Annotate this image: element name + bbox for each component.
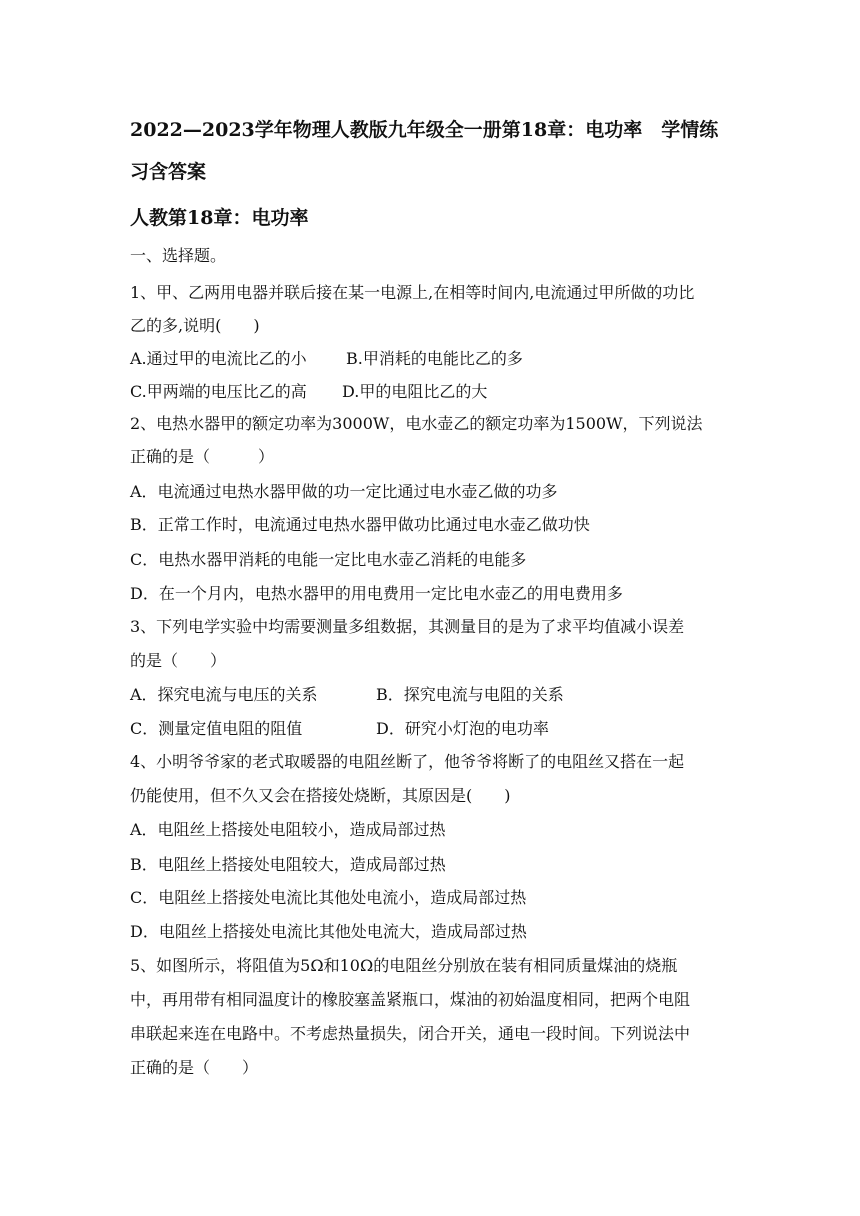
q3-option-a: A．探究电流与电压的关系 xyxy=(130,685,318,704)
q4-option-c: C．电阻丝上搭接处电流比其他处电流小，造成局部过热 xyxy=(130,888,527,907)
q4-option-b: B．电阻丝上搭接处电阻较大，造成局部过热 xyxy=(130,855,446,874)
q5-stem-line-4: 正确的是（ ） xyxy=(130,1058,259,1077)
q5-stem-line-1: 5、如图所示，将阻值为5Ω和10Ω的电阻丝分别放在装有相同质量煤油的烧瓶 xyxy=(130,956,678,975)
q3-stem-line-1: 3、下列电学实验中均需要测量多组数据，其测量目的是为了求平均值减小误差 xyxy=(130,617,685,636)
q4-stem-line-2: 仍能使用，但不久又会在搭接处烧断，其原因是( ) xyxy=(130,786,511,805)
q3-option-d: D．研究小灯泡的电功率 xyxy=(376,719,549,738)
q2-option-d: D．在一个月内，电热水器甲的用电费用一定比电水壶乙的用电费用多 xyxy=(130,584,623,603)
q4-stem-line-1: 4、小明爷爷家的老式取暖器的电阻丝断了，他爷爷将断了的电阻丝又搭在一起 xyxy=(130,752,685,771)
chapter-subtitle: 人教第18章：电功率 xyxy=(130,207,309,229)
q2-stem-line-2: 正确的是（ ） xyxy=(130,447,275,466)
q1-option-c: C.甲两端的电压比乙的高 xyxy=(130,382,307,401)
q2-option-c: C．电热水器甲消耗的电能一定比电水壶乙消耗的电能多 xyxy=(130,550,527,569)
q4-option-a: A．电阻丝上搭接处电阻较小，造成局部过热 xyxy=(130,820,446,839)
document-title-line-1: 2022—2023学年物理人教版九年级全一册第18章：电功率 学情练 xyxy=(130,119,719,141)
q3-stem-line-2: 的是（ ） xyxy=(130,651,227,670)
section-heading: 一、选择题。 xyxy=(130,246,227,265)
q1-option-b: B.甲消耗的电能比乙的多 xyxy=(346,349,523,368)
q2-stem-line-1: 2、电热水器甲的额定功率为3000W，电水壶乙的额定功率为1500W，下列说法 xyxy=(130,414,703,433)
q1-stem-line-1: 1、甲、乙两用电器并联后接在某一电源上,在相等时间内,电流通过甲所做的功比 xyxy=(130,283,695,302)
q1-stem-line-2: 乙的多,说明( ) xyxy=(130,316,260,335)
q1-option-d: D.甲的电阻比乙的大 xyxy=(342,382,488,401)
q3-option-b: B．探究电流与电阻的关系 xyxy=(376,685,564,704)
q3-option-c: C．测量定值电阻的阻值 xyxy=(130,719,303,738)
q5-stem-line-3: 串联起来连在电路中。不考虑热量损失，闭合开关，通电一段时间。下列说法中 xyxy=(130,1024,691,1043)
q5-stem-line-2: 中，再用带有相同温度计的橡胶塞盖紧瓶口，煤油的初始温度相同，把两个电阻 xyxy=(130,990,691,1009)
q4-option-d: D．电阻丝上搭接处电流比其他处电流大，造成局部过热 xyxy=(130,922,527,941)
q2-option-b: B．正常工作时，电流通过电热水器甲做功比通过电水壶乙做功快 xyxy=(130,515,590,534)
q1-option-a: A.通过甲的电流比乙的小 xyxy=(130,349,307,368)
q2-option-a: A．电流通过电热水器甲做的功一定比通过电水壶乙做的功多 xyxy=(130,482,558,501)
document-title-line-2: 习含答案 xyxy=(130,161,207,183)
